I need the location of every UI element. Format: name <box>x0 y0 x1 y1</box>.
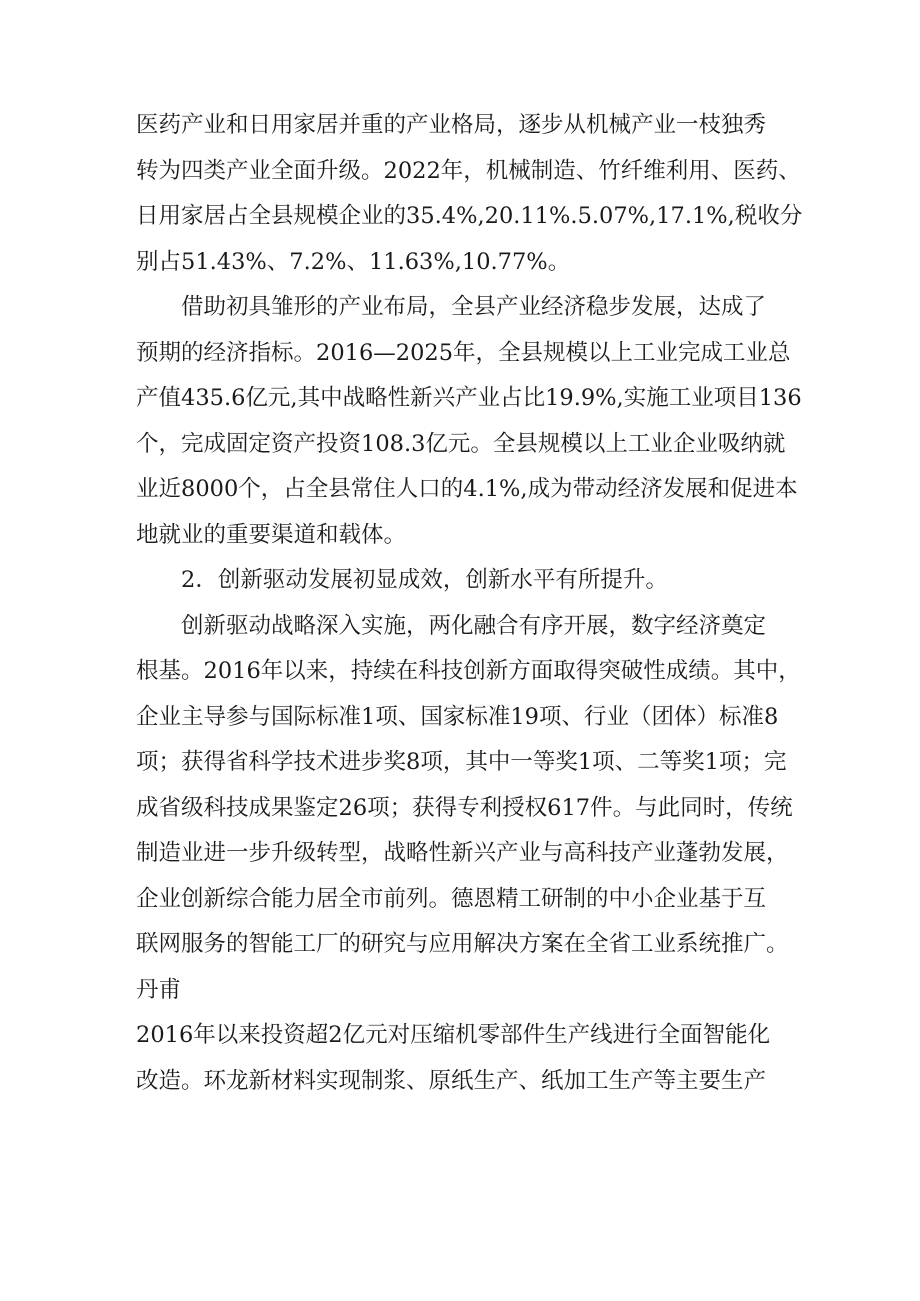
paragraph-line: 改造。环龙新材料实现制浆、原纸生产、纸加工生产等主要生产 <box>136 1067 767 1094</box>
paragraph-line: 转为四类产业全面升级。2022年，机械制造、竹纤维利用、医药、 <box>136 157 801 184</box>
paragraph-line: 企业创新综合能力居全市前列。德恩精工研制的中小企业基于互 <box>136 885 767 912</box>
paragraph-line: 别占51.43%、7.2%、11.63%,10.77%。 <box>136 248 571 275</box>
paragraph-line: 创新驱动战略深入实施，两化融合有序开展，数字经济奠定 <box>181 612 767 639</box>
paragraph-line: 地就业的重要渠道和载体。 <box>136 521 407 548</box>
paragraph-line: 预期的经济指标。2016—2025年，全县规模以上工业完成工业总 <box>136 339 791 366</box>
paragraph-line: 借助初具雏形的产业布局，全县产业经济稳步发展，达成了 <box>181 294 767 320</box>
paragraph-line: 医药产业和日用家居并重的产业格局，逐步从机械产业一枝独秀 <box>136 112 767 138</box>
paragraph-line: 企业主导参与国际标准1项、国家标准19项、行业（团体）标准8 <box>136 703 779 730</box>
paragraph-line: 日用家居占全县规模企业的35.4%,20.11%.5.07%,17.1%,税收分 <box>136 203 803 229</box>
paragraph-line: 业近8000个，占全县常住人口的4.1%,成为带动经济发展和促进本 <box>136 476 798 502</box>
paragraph-line: 制造业进一步升级转型，战略性新兴产业与高科技产业蓬勃发展， <box>136 840 789 866</box>
paragraph-line: 2016年以来投资超2亿元对压缩机零部件生产线进行全面智能化 <box>136 1022 771 1048</box>
paragraph-line: 联网服务的智能工厂的研究与应用解决方案在全省工业系统推广。 <box>136 931 789 957</box>
paragraph-line: 个，完成固定资产投资108.3亿元。全县规模以上工业企业吸纳就 <box>136 430 786 457</box>
paragraph-line: 成省级科技成果鉴定26项；获得专利授权617件。与此同时，传统 <box>136 794 793 821</box>
paragraph-line: 丹甫 <box>136 976 182 1003</box>
section-heading: 2．创新驱动发展初显成效，创新水平有所提升。 <box>181 567 668 593</box>
paragraph-line: 根基。2016年以来，持续在科技创新方面取得突破性成绩。其中， <box>136 658 801 684</box>
paragraph-line: 项；获得省科学技术进步奖8项，其中一等奖1项、二等奖1项；完 <box>136 749 787 775</box>
body-text <box>136 103 803 1104</box>
paragraph-line: 产值435.6亿元,其中战略性新兴产业占比19.9%,实施工业项目136 <box>136 385 802 411</box>
